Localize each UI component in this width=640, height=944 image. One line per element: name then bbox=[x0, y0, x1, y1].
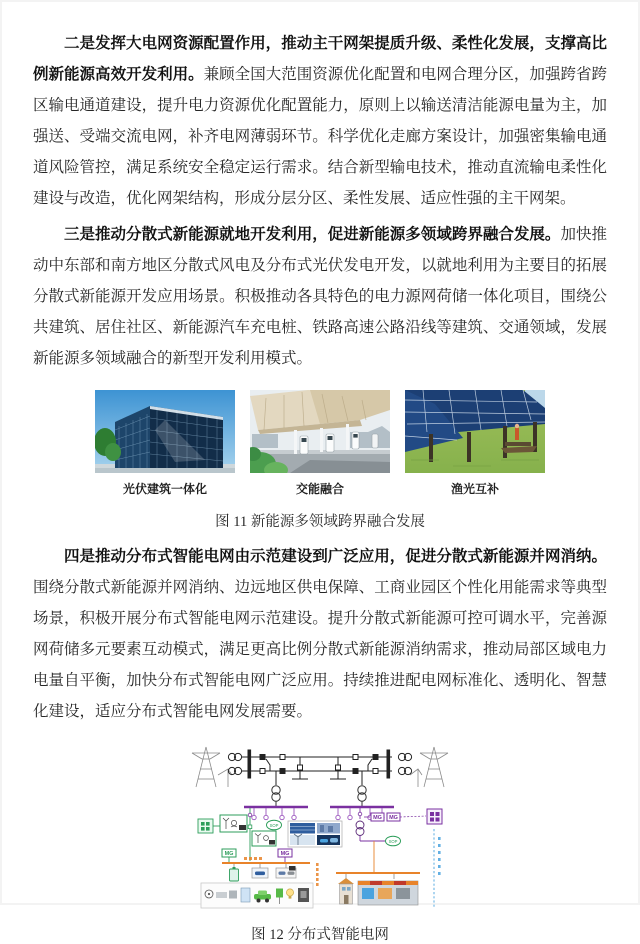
svg-text:MG: MG bbox=[373, 815, 382, 821]
smart-grid-diagram-art bbox=[188, 741, 452, 913]
paragraph-4-lead: 四是推动分布式智能电网由示范建设到广泛应用，促进分散式新能源并网消纳。 bbox=[64, 548, 607, 565]
transmission-tower-right-icon bbox=[410, 747, 448, 787]
paragraph-2-body: 兼顾全国大范围资源优化配置和电网合理分区，加强跨省跨区输电通道建设，提升电力资源优化配置能力，原则上以输送清洁能源电量为主，加强送、受端交流电网，补齐电网薄弱环节。科学优化走廊方案设计，加强密集输电通道风险管控，满足系统安全稳定运行需求。结合新型输电技术，推动直流输电柔性化建设与改造，优化网架结构，形成分层分区、柔性发展、适应性强的主干网架。 bbox=[33, 66, 607, 207]
paragraph-3 bbox=[33, 219, 607, 374]
figure11-photo-row bbox=[33, 390, 607, 497]
hv-grid-schematic bbox=[228, 750, 411, 785]
figure11-caption: 图 11 新能源多领域跨界融合发展 bbox=[215, 514, 425, 530]
bipv-building-photo-art bbox=[95, 390, 235, 473]
photo-ev-charging-canopy bbox=[250, 390, 390, 497]
svg-text:MG: MG bbox=[389, 815, 398, 821]
paragraph-4 bbox=[33, 541, 607, 727]
photo-label-fishery-solar: 渔光互补 bbox=[450, 482, 499, 496]
svg-text:SOP: SOP bbox=[269, 823, 279, 828]
svg-text:MG: MG bbox=[224, 851, 234, 857]
svg-text:SOP: SOP bbox=[388, 839, 398, 844]
paragraph-4-body: 围绕分散式新能源并网消纳、边远地区供电保障、工商业园区个性化用能需求等典型场景，积极开展分布式智能电网示范建设。提升分散式新能源可控可调水平，完善源网荷储多元要素互动模式，满足更高比例分散式新能源消纳需求，推动局部区域电力电量自平衡，加快分布式智能电网广泛应用。持续推进配电网标准化、透明化、智慧化建设，适应分布式智能电网发展需要。 bbox=[33, 579, 607, 720]
svg-text:MG: MG bbox=[280, 851, 290, 857]
step-down-transformers bbox=[272, 786, 366, 806]
figure12-caption: 图 12 分布式智能电网 bbox=[251, 927, 389, 943]
resource-collage bbox=[288, 821, 342, 847]
photo-fishery-solar bbox=[405, 390, 545, 497]
paragraph-3-lead: 三是推动分散式新能源就地开发利用，促进新能源多领域跨界融合发展。 bbox=[64, 226, 561, 243]
microgrid-right-zone bbox=[336, 808, 442, 907]
figure12-diagram bbox=[33, 741, 607, 913]
photo-label-bipv: 光伏建筑一体化 bbox=[122, 482, 207, 496]
photo-bipv-building bbox=[95, 390, 235, 497]
paragraph-2 bbox=[33, 28, 607, 214]
paragraph-3-body: 加快推动中东部和南方地区分散式风电及分布式光伏发电开发，以就地利用为主要目的拓展分散式新能源开发应用场景。积极推动各具特色的电力源网荷储一体化项目，围绕公共建筑、居住社区、新能源汽车充电桩、铁路高速公路沿线等建筑、交通领域，发展新能源多领域融合的新型开发利用模式。 bbox=[33, 226, 607, 367]
transmission-tower-left-icon bbox=[192, 747, 232, 787]
feeder-drops bbox=[252, 808, 384, 820]
ev-charging-photo-art bbox=[250, 390, 390, 473]
paragraph-2-lead: 二是发挥大电网资源配置作用，推动主干网架提质升级、柔性化发展，支撑高比例新能源高效开发利用。 bbox=[33, 35, 607, 83]
microgrid-left-zone bbox=[198, 808, 292, 863]
fishery-solar-photo-art bbox=[405, 390, 545, 473]
photo-label-transport-energy: 交能融合 bbox=[295, 482, 344, 496]
lv-zone-left bbox=[201, 857, 319, 908]
